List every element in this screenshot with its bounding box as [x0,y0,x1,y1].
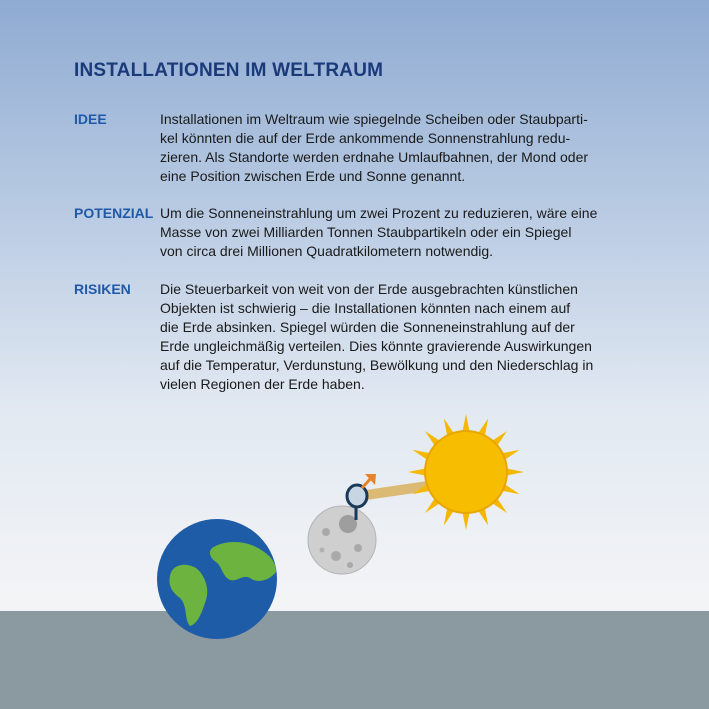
text-line: Um die Sonneneinstrahlung um zwei Prozent zu reduzieren, wäre eine [160,205,598,221]
section-label: POTENZIAL [74,205,154,221]
text-line: zieren. Als Standorte werden erdnahe Umlaufbahnen, der Mond oder [160,149,589,165]
text-line: vielen Regionen der Erde haben. [160,376,365,392]
moon-icon [308,506,376,574]
section-label: RISIKEN [74,281,131,297]
text-line: von circa drei Millionen Quadratkilometern notwendig. [160,243,494,259]
text-line: kel könnten die auf der Erde ankommende Sonnenstrahlung redu- [160,130,571,146]
text-line: Objekten ist schwierig – die Installationen könnten nach einem auf [160,300,571,316]
earth-icon [157,519,277,639]
sun-icon [408,414,524,530]
section-label: IDEE [74,111,107,127]
text-line: Masse von zwei Milliarden Tonnen Staubpartikeln oder ein Spiegel [160,224,572,240]
text-line: auf die Temperatur, Verdunstung, Bewölkung und den Niederschlag in [160,357,594,373]
text-line: die Erde absinken. Spiegel würden die Sonneneinstrahlung auf der [160,319,575,335]
text-line: Installationen im Weltraum wie spiegelnde Scheiben oder Staubparti- [160,111,588,127]
text-line: Erde ungleichmäßig verteilen. Dies könnte gravierende Auswirkungen [160,338,592,354]
text-line: Die Steuerbarkeit von weit von der Erde ausgebrachten künstlichen [160,281,578,297]
text-line: eine Position zwischen Erde und Sonne genannt. [160,168,466,184]
page-title: INSTALLATIONEN IM WELTRAUM [74,60,384,81]
